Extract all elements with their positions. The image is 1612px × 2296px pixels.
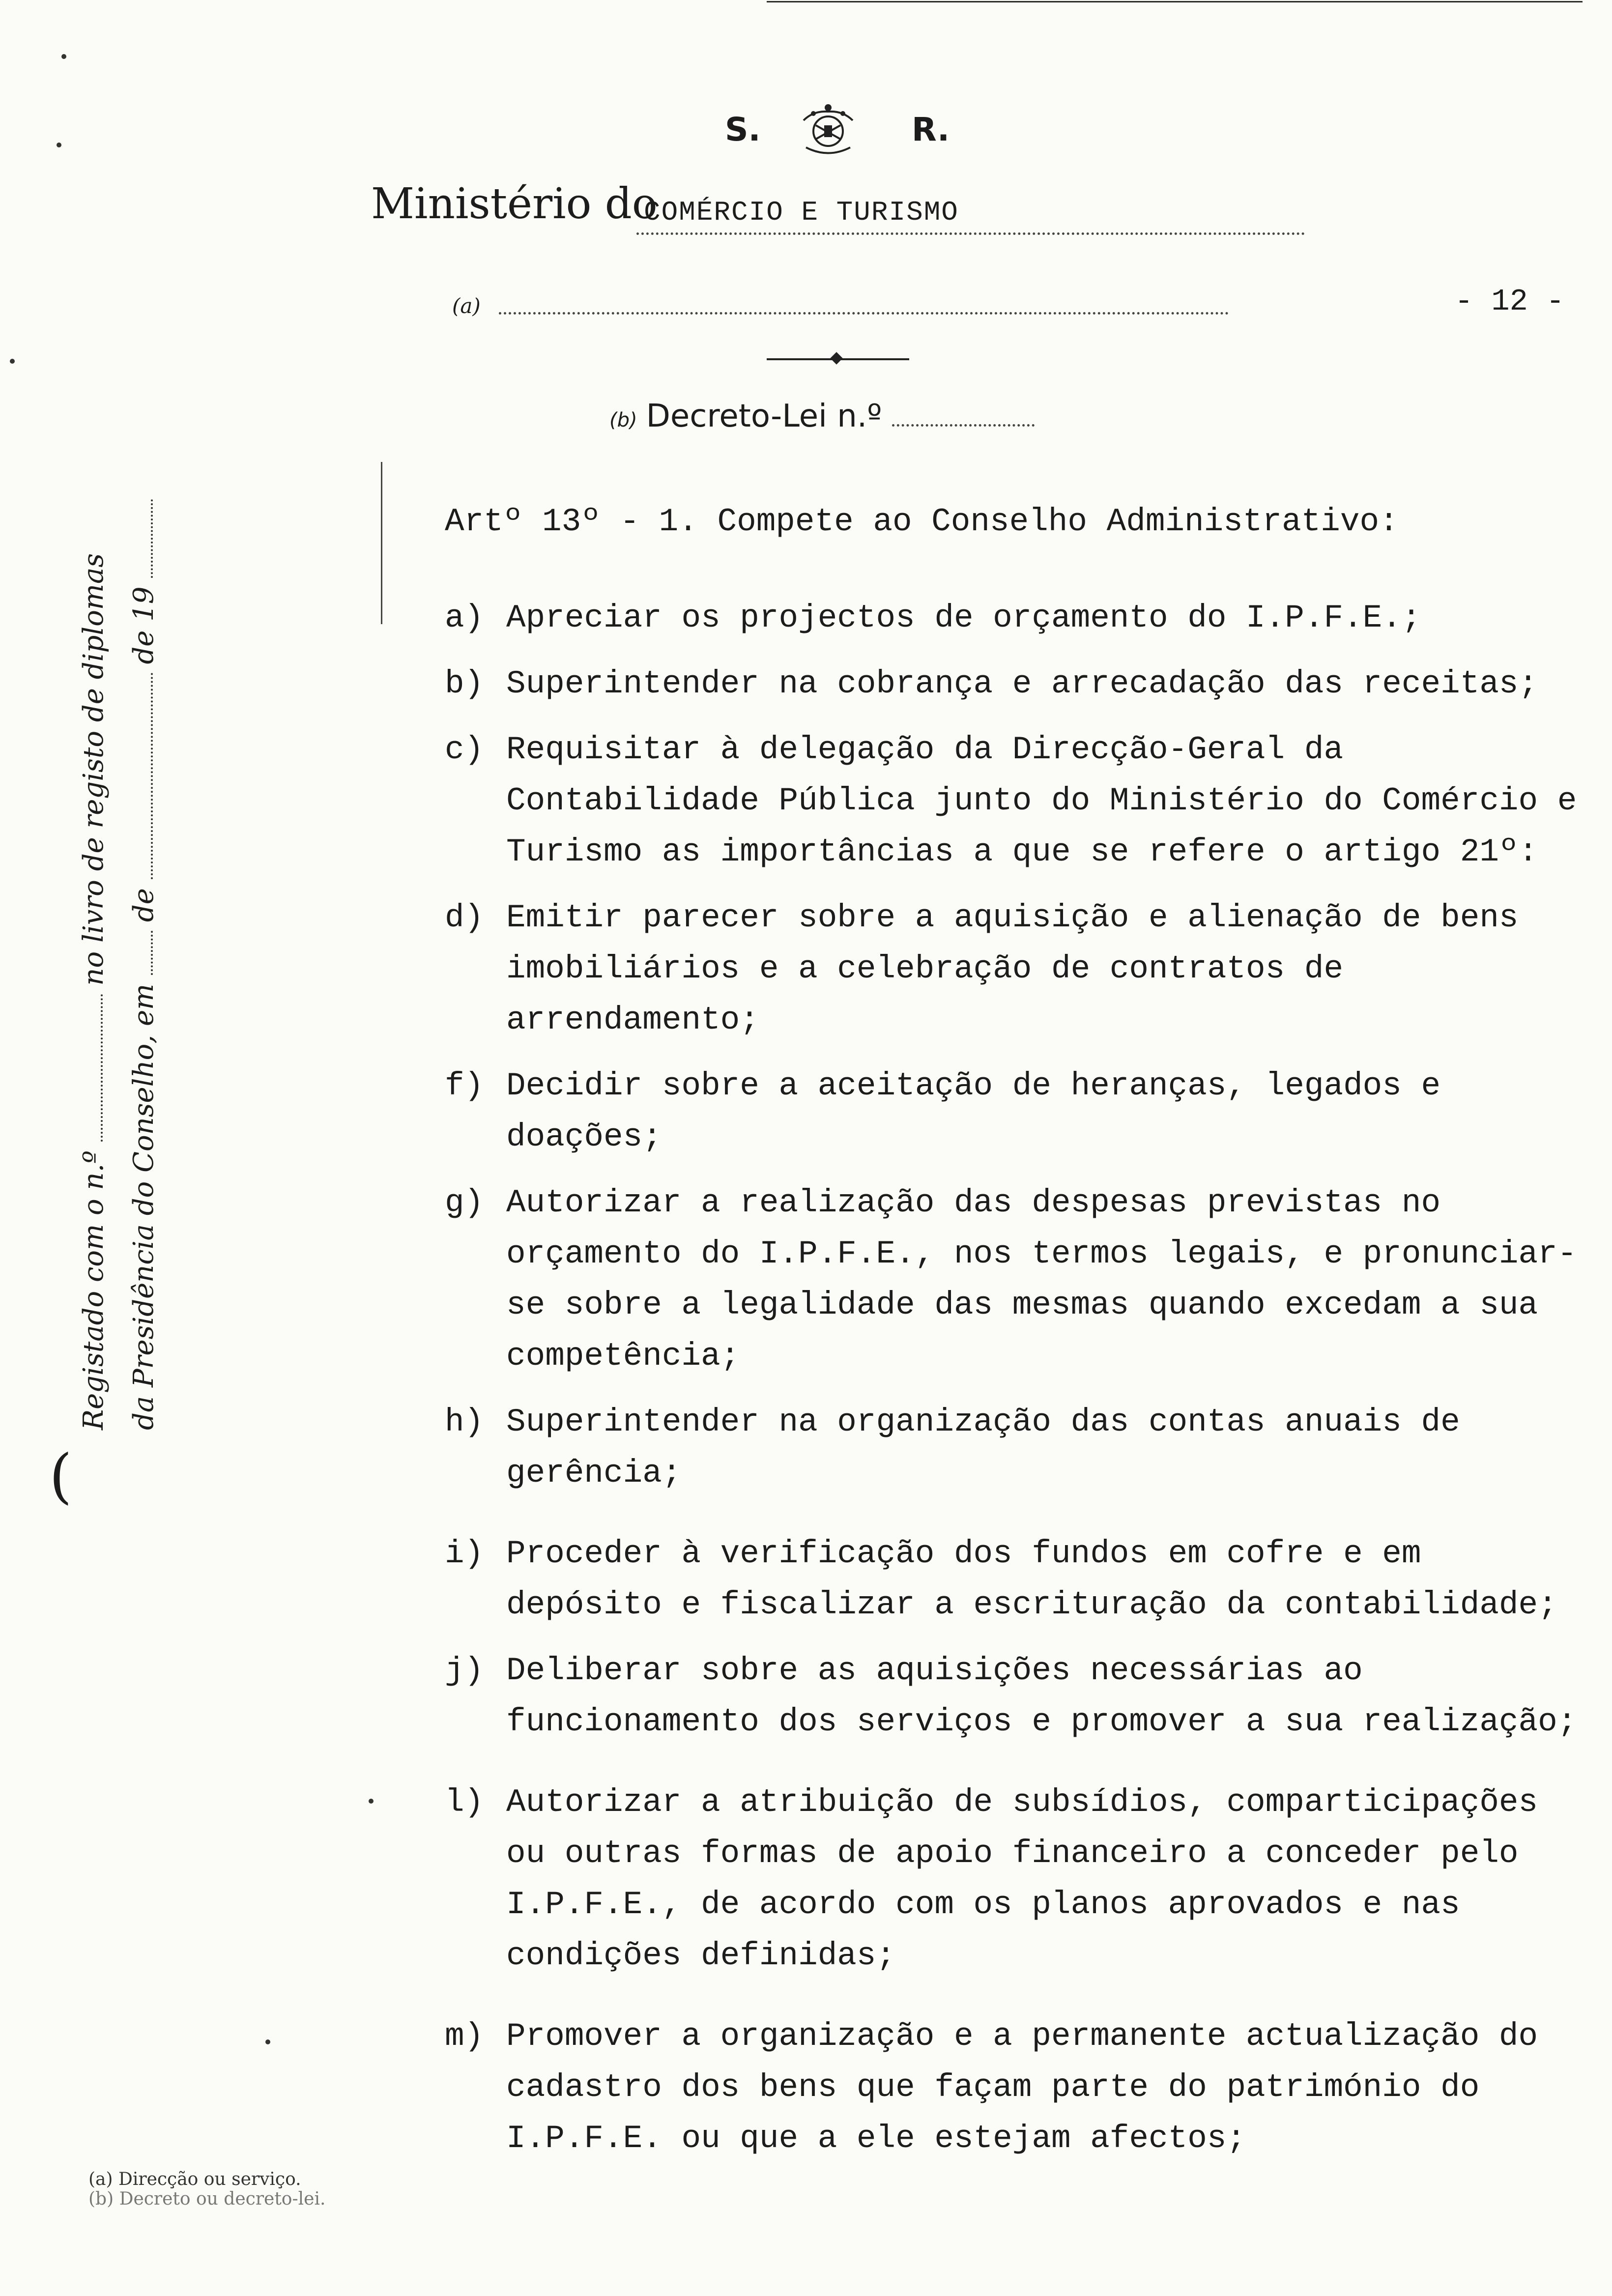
list-item [445, 1777, 1590, 1981]
registration-margin-note [0, 516, 160, 1450]
article-body [445, 496, 1590, 2179]
margin-note-line2-mid: de [128, 888, 160, 922]
item-letter: m) [445, 2018, 484, 2055]
top-rule [767, 1, 1583, 2]
item-text: Superintender na organização das contas anuais de gerência; [506, 1404, 1460, 1492]
list-item [445, 892, 1590, 1046]
list-item [445, 659, 1590, 710]
item-text: Autorizar a atribuição de subsídios, comparticipações ou outras formas de apoio financeiro a conceder pelo I.P.F.E., de acordo com os planos aprovados e nas condições definidas; [506, 1784, 1538, 1974]
ministry-dotted-line [636, 232, 1305, 235]
right-initial: R. [912, 111, 950, 148]
item-text: Apreciar os projectos de orçamento do I.P.F.E.; [506, 600, 1421, 636]
list-item [445, 1061, 1590, 1163]
margin-rule [381, 462, 382, 624]
item-letter: g) [445, 1184, 484, 1221]
article-heading: Artº 13º - 1. Compete ao Conselho Administrativo: [445, 503, 1399, 540]
scan-speck [10, 359, 15, 364]
item-letter: i) [445, 1535, 484, 1572]
item-letter: f) [445, 1067, 484, 1104]
margin-note-line2-start: da Presidência do Conselho, em [128, 983, 160, 1430]
item-letter: b) [445, 665, 484, 702]
item-text: Deliberar sobre as aquisições necessárias ao funcionamento dos serviços e promover a sua realização; [506, 1652, 1577, 1740]
left-initial: S. [725, 111, 761, 148]
margin-note-line-1 [78, 553, 110, 1430]
coat-of-arms-emblem [789, 101, 867, 160]
item-letter: c) [445, 731, 484, 768]
list-item [445, 1528, 1590, 1631]
ministry-name: COMÉRCIO E TURISMO [644, 197, 959, 228]
ministry-label: Ministério do [371, 179, 658, 229]
list-item [445, 593, 1590, 644]
scan-speck [369, 1799, 374, 1804]
item-text: Emitir parecer sobre a aquisição e alienação de bens imobiliários e a celebração de contratos de arrendamento; [506, 899, 1519, 1038]
item-letter: d) [445, 899, 484, 936]
service-dotted-line [499, 312, 1229, 315]
scan-speck [57, 143, 61, 147]
margin-dotted-field [151, 931, 153, 975]
service-line-label: (a) [452, 294, 481, 318]
list-item [445, 2011, 1590, 2164]
margin-note-line-2 [128, 499, 160, 1430]
list-item [445, 724, 1590, 878]
margin-dotted-field [151, 673, 153, 879]
scan-speck [265, 2039, 270, 2044]
item-text: Superintender na cobrança e arrecadação das receitas; [506, 665, 1538, 702]
diamond-icon [830, 352, 842, 364]
item-letter: j) [445, 1652, 484, 1689]
scan-speck [61, 54, 66, 59]
item-text: Requisitar à delegação da Direcção-Geral da Contabilidade Pública junto do Ministério do Comércio e Turismo as importâncias a que se refere o artigo 21º: [506, 731, 1577, 870]
decree-line [609, 398, 1035, 434]
item-text: Promover a organização e a permanente actualização do cadastro dos bens que façam parte do património do I.P.F.E. ou que a ele estejam afectos; [506, 2018, 1538, 2157]
item-letter: a) [445, 600, 484, 636]
item-text: Proceder à verificação dos fundos em cofre e em depósito e fiscalizar a escrituração da contabilidade; [506, 1535, 1557, 1623]
republic-heading [715, 101, 976, 160]
footnotes [88, 2170, 325, 2209]
item-text: Autorizar a realização das despesas previstas no orçamento do I.P.F.E., nos termos legais, e pronunciar-se sobre a legalidade das mesmas quando excedam a sua competência; [506, 1184, 1577, 1375]
list-item [445, 1177, 1590, 1382]
margin-bracket-icon: ( [49, 1442, 72, 1511]
list-item [445, 1645, 1590, 1748]
service-line [452, 290, 1229, 329]
page-number: - 12 - [1455, 284, 1565, 319]
ornamental-divider [767, 354, 909, 364]
margin-note-line1-end: no livro de registo de diplomas [78, 553, 110, 986]
decree-marker: (b) [609, 409, 637, 431]
list-item [445, 1397, 1590, 1499]
decree-label: Decreto-Lei n.º [646, 398, 882, 434]
margin-note-line1-start: Registado com o n.º [78, 1150, 110, 1430]
margin-dotted-field [151, 499, 153, 578]
item-letter: l) [445, 1784, 484, 1821]
footnote-a: (a) Direcção ou serviço. [88, 2169, 301, 2189]
item-letter: h) [445, 1404, 484, 1440]
footnote-b: (b) Decreto ou decreto-lei. [88, 2189, 326, 2209]
margin-note-line2-end: de 19 [128, 586, 160, 664]
item-text: Decidir sobre a aceitação de heranças, legados e doações; [506, 1067, 1441, 1155]
margin-dotted-field [101, 994, 103, 1142]
decree-dotted-line [892, 424, 1035, 427]
ministry-line [371, 179, 1305, 238]
